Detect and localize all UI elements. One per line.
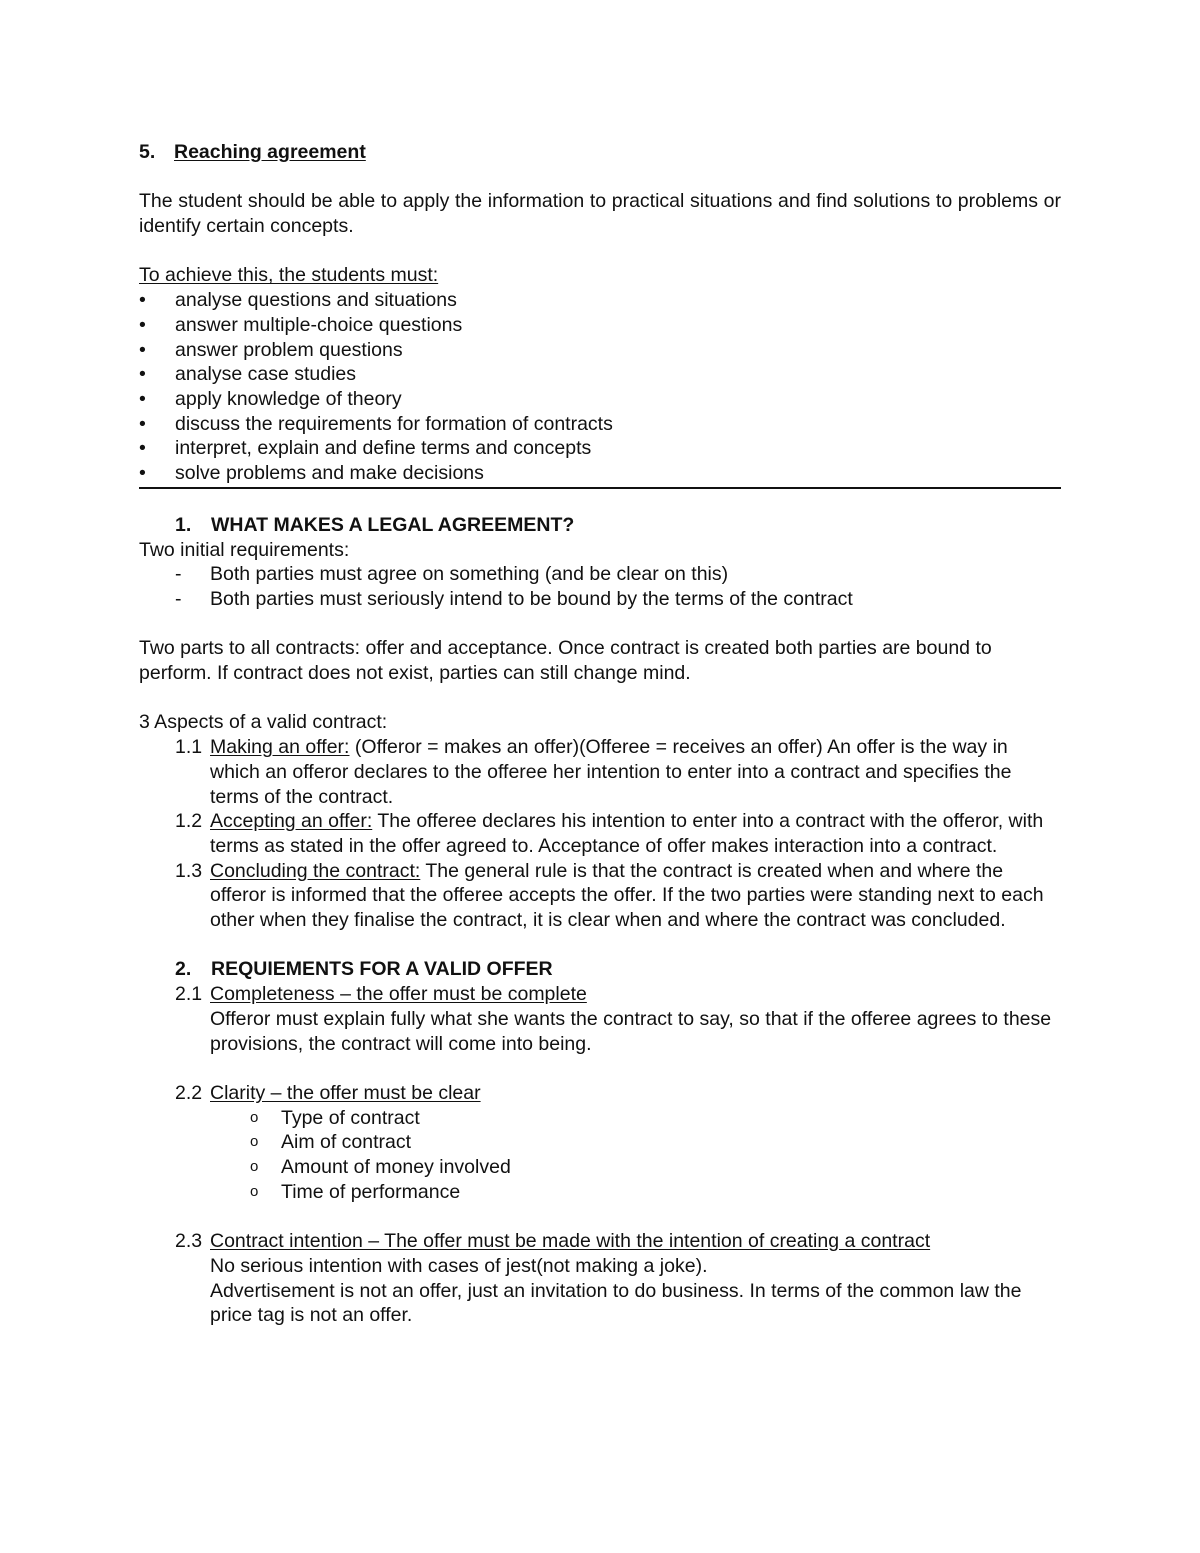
list-item: • analyse case studies xyxy=(139,363,357,386)
list-item: • answer multiple-choice questions xyxy=(139,313,463,336)
subsection-2-2 xyxy=(139,1081,1061,1106)
subsection-label: Contract intention – The offer must be made with the intention of creating a contract xyxy=(210,1230,931,1253)
bullet-icon: • xyxy=(139,388,146,410)
section-5-title: Reaching agreement xyxy=(174,141,366,163)
dash-icon: - xyxy=(175,587,182,610)
list-item: - Both parties must seriously intend to be bound by the terms of the contract xyxy=(175,587,853,610)
aspect-1-1 xyxy=(139,735,1061,809)
part-2-heading xyxy=(139,957,1061,982)
aspect-number: 1.3 xyxy=(175,859,203,882)
requirements-list xyxy=(139,562,1061,611)
subsection-label: Completeness – the offer must be complete xyxy=(210,983,587,1006)
dash-icon: - xyxy=(175,563,182,586)
bullet-icon: • xyxy=(139,338,146,361)
circle-bullet-icon: o xyxy=(250,1158,259,1176)
part-2-number: 2. xyxy=(175,958,192,981)
two-parts-paragraph: Two parts to all contracts: offer and acceptance. Once contract is created both parties are bound to perform. If contract does not exist, parties can still change mind. xyxy=(139,637,992,685)
aspect-text: The offeree declares his intention to enter into a contract with the offeror, with terms as stated in the offer agreed to. Acceptance of offer makes interaction into a contract. xyxy=(210,810,1044,857)
aspect-label: Concluding the contract: xyxy=(210,859,421,882)
list-item: • interpret, explain and define terms and concepts xyxy=(139,437,592,460)
document-page xyxy=(139,140,1061,1328)
circle-bullet-icon: o xyxy=(250,1133,259,1151)
subsection-2-1-text: Offeror must explain fully what she wants the contract to say, so that if the offeree agrees to these provisions, the contract will come into being. xyxy=(210,1007,1052,1055)
aspect-number: 1.1 xyxy=(175,736,203,759)
bullet-icon: • xyxy=(139,462,146,485)
aspects-intro: 3 Aspects of a valid contract: xyxy=(139,711,388,734)
part-1-heading xyxy=(139,513,1061,538)
aspect-label: Accepting an offer: xyxy=(210,810,373,833)
aspect-1-2 xyxy=(139,809,1061,858)
list-item: - Both parties must agree on something (and be clear on this) xyxy=(175,563,729,586)
requirements-intro: Two initial requirements: xyxy=(139,538,350,561)
part-1-title: WHAT MAKES A LEGAL AGREEMENT? xyxy=(211,513,575,536)
list-item: o Type of contract xyxy=(250,1106,420,1129)
must-heading: To achieve this, the students must: xyxy=(139,264,439,287)
bullet-icon: • xyxy=(139,412,146,435)
list-item: o Time of performance xyxy=(250,1180,461,1203)
subsection-2-1 xyxy=(139,982,1061,1007)
subsection-number: 2.3 xyxy=(175,1230,203,1253)
bullet-icon: • xyxy=(139,289,146,312)
part-1-number: 1. xyxy=(175,513,192,536)
aspect-text: The general rule is that the contract is created when and where the offeror is informed that the offeree accepts the offer. If the two parties were standing next to each other when they finalise the contract, it is clear when and where the contract was concluded. xyxy=(210,859,1044,932)
section-5-intro: The student should be able to apply the information to practical situations and find solutions to problems or identify certain concepts. xyxy=(139,190,1061,238)
circle-bullet-icon: o xyxy=(250,1182,259,1200)
subsection-2-3 xyxy=(139,1229,1061,1254)
list-item: • answer problem questions xyxy=(139,338,403,361)
aspect-label: Making an offer: xyxy=(210,736,350,759)
bullet-icon: • xyxy=(139,437,146,460)
skills-list xyxy=(139,288,1061,486)
list-item: • solve problems and make decisions xyxy=(139,462,484,485)
clarity-list xyxy=(139,1106,1061,1205)
circle-bullet-icon: o xyxy=(250,1108,259,1126)
list-item: • apply knowledge of theory xyxy=(139,388,402,410)
part-2-title: REQUIEMENTS FOR A VALID OFFER xyxy=(211,958,553,981)
list-item: o Aim of contract xyxy=(250,1131,412,1154)
bullet-icon: • xyxy=(139,313,146,336)
list-item: • discuss the requirements for formation of contracts xyxy=(139,412,613,435)
section-5-heading xyxy=(139,140,1061,165)
section-5-number: 5. xyxy=(139,141,156,163)
aspect-text: (Offeror = makes an offer)(Offeree = receives an offer) An offer is the way in which an offeror declares to the offeree her intention to enter into a contract and specifies the terms of the contract. xyxy=(210,736,1012,808)
aspect-number: 1.2 xyxy=(175,810,203,833)
list-item: • analyse questions and situations xyxy=(139,289,457,312)
list-item: o Amount of money involved xyxy=(250,1156,511,1179)
aspect-1-3 xyxy=(139,859,1061,933)
subsection-2-3-line-2: Advertisement is not an offer, just an invitation to do business. In terms of the common law the price tag is not an offer. xyxy=(210,1279,1022,1327)
subsection-number: 2.2 xyxy=(175,1081,203,1104)
subsection-label: Clarity – the offer must be clear xyxy=(210,1081,481,1104)
bullet-icon: • xyxy=(139,363,146,386)
subsection-2-3-line-1: No serious intention with cases of jest(not making a joke). xyxy=(210,1254,708,1277)
subsection-number: 2.1 xyxy=(175,983,203,1006)
